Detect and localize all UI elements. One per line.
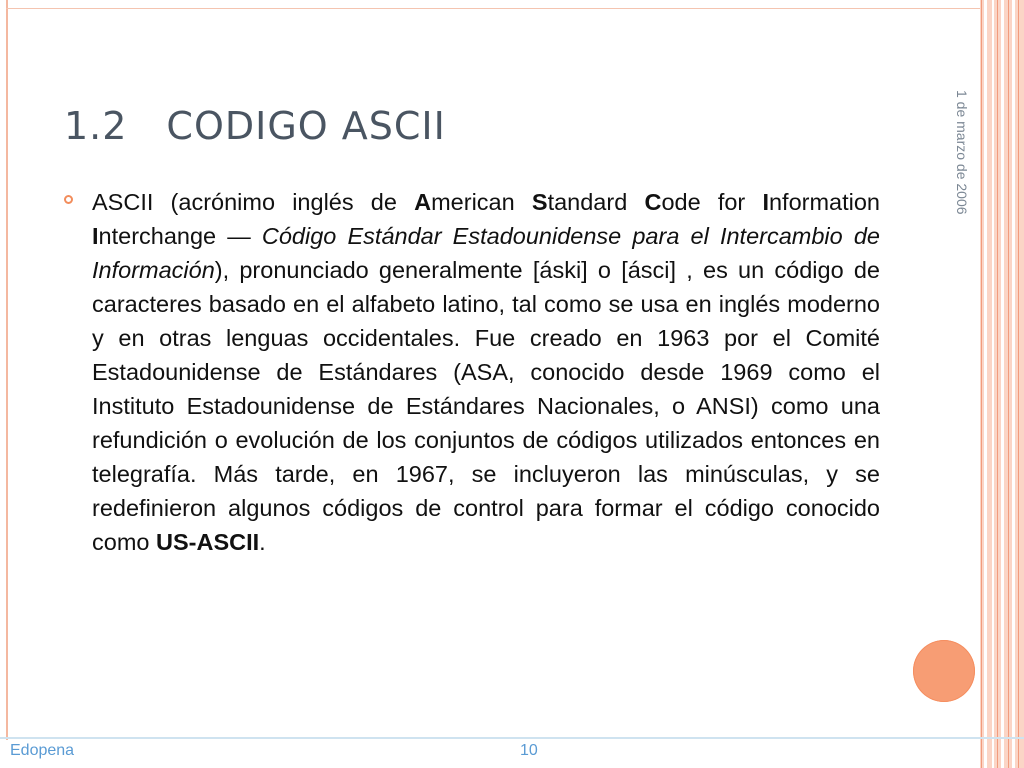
bullet-text <box>92 185 880 559</box>
right-stripe <box>992 0 994 768</box>
bold-letter: I <box>92 223 99 249</box>
bold-letter: S <box>531 189 548 215</box>
bold-letter: C <box>644 189 662 215</box>
text-run: nformation <box>768 189 880 215</box>
bold-term: US-ASCII <box>156 529 260 555</box>
right-stripe <box>1001 0 1004 768</box>
top-border-line <box>6 8 980 9</box>
right-stripe-line <box>997 0 998 768</box>
left-border-line <box>6 0 8 740</box>
bullet-item <box>64 185 880 559</box>
bold-letter: A <box>414 189 432 215</box>
decorative-circle <box>913 640 975 702</box>
bold-letter: I <box>762 189 769 215</box>
right-stripe-line <box>1008 0 1009 768</box>
slide-date: 1 de marzo de 2006 <box>954 90 970 215</box>
text-run: ASCII (acrónimo inglés de <box>92 189 415 215</box>
right-stripe-line <box>1018 0 1019 768</box>
right-stripe <box>1012 0 1015 768</box>
text-run: ode for <box>661 189 763 215</box>
footer-divider <box>0 737 1024 739</box>
right-stripe-line <box>981 0 982 768</box>
text-run: . <box>259 529 266 555</box>
page-number: 10 <box>520 742 538 759</box>
text-run: ), pronunciado generalmente [áski] o [ásci] , es un código de caracteres basado en el alfabeto latino, tal como se usa en inglés moderno y en otras lenguas occidentales. Fue creado en 1963 por el Comité Estadounidense de Estándares (ASA, conocido desde 1969 como el Instituto Estadounidense de Estándares Nacionales, o ANSI) como una refundición o evolución de los conjuntos de códigos utilizados entonces en telegrafía. Más tarde, en 1967, se incluyeron las minúsculas, y se redefinieron algunos códigos de control para formar el código conocido como <box>92 257 880 555</box>
footer-author: Edopena <box>10 742 75 759</box>
right-stripe <box>984 0 987 768</box>
slide-title: 1.2 CODIGO ASCII <box>64 104 446 148</box>
text-run: nterchange — <box>98 223 262 249</box>
text-run: tandard <box>547 189 645 215</box>
italic-translation: Código Estándar Estadounidense para el Intercambio de Información <box>92 223 880 283</box>
text-run: merican <box>431 189 532 215</box>
circle-bullet-icon <box>64 195 73 204</box>
